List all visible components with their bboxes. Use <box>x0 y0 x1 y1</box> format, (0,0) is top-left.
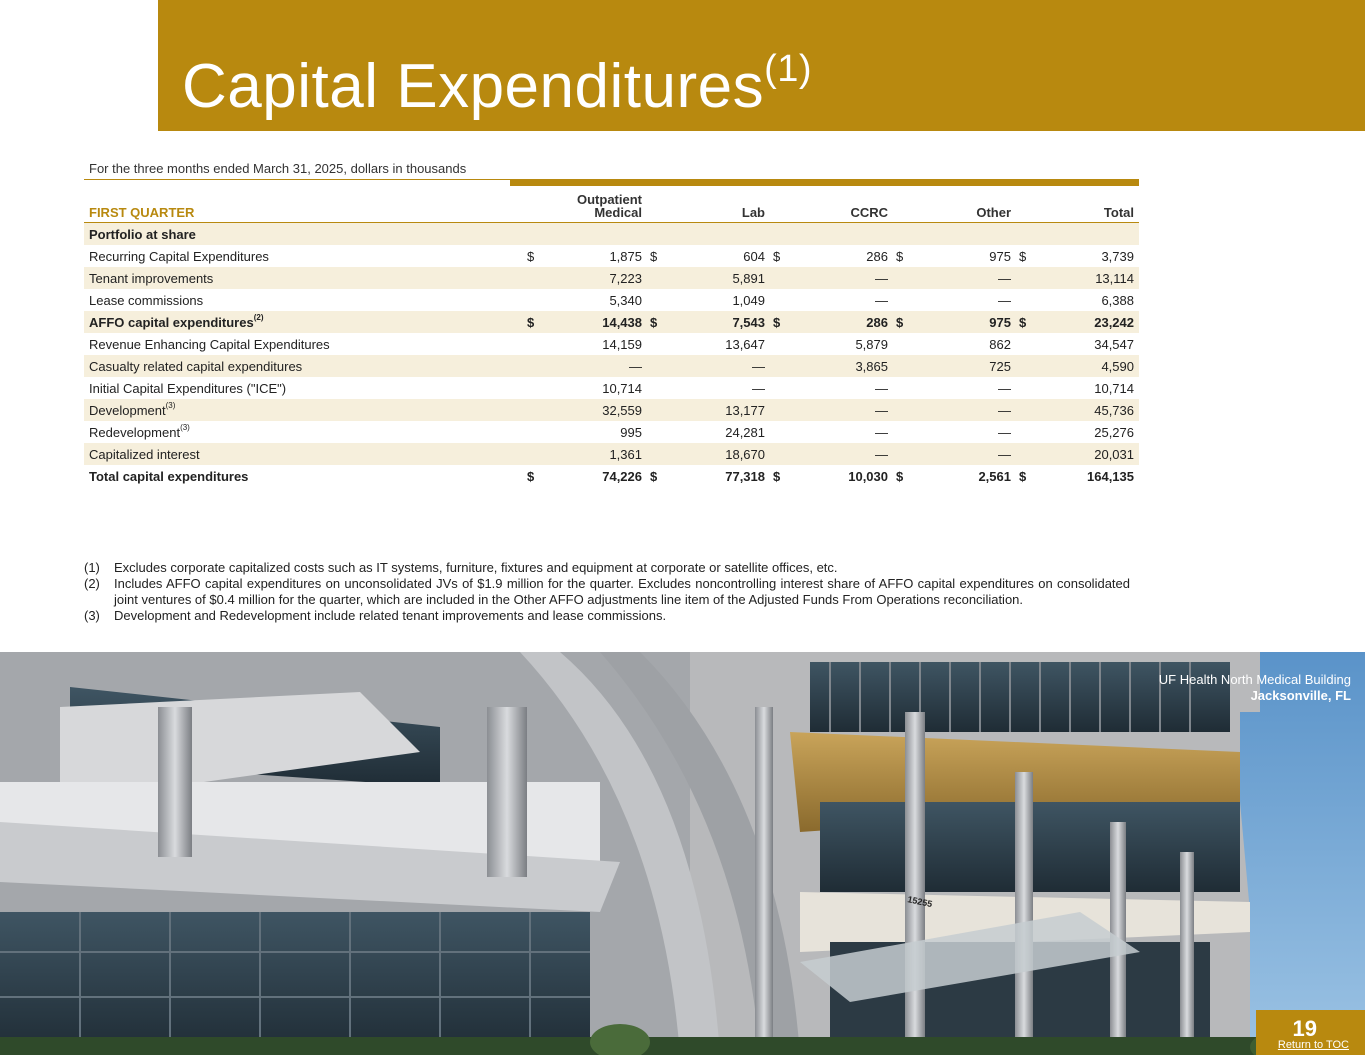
currency-symbol: $ <box>650 248 658 264</box>
currency-symbol: $ <box>896 468 904 484</box>
table-row <box>84 333 1139 355</box>
cell-value: 975 <box>989 248 1011 264</box>
row-label: Initial Capital Expenditures ("ICE") <box>89 380 287 396</box>
currency-symbol <box>893 377 915 399</box>
footnote-text: Includes AFFO capital expenditures on unconsolidated JVs of $1.9 million for the quarter. Excludes noncontrolling interest share of AFFO capital expenditures on consolidated joint ventures of $0.4 million for the quarter, which are included in the Other AFFO adjustments line item of the Adjusted Funds From Operations reconciliation. <box>114 576 1130 607</box>
currency-symbol <box>770 421 792 443</box>
currency-symbol <box>1016 443 1038 465</box>
header-lab: Lab <box>647 187 770 223</box>
currency-symbol: $ <box>1019 248 1027 264</box>
table-row <box>84 311 1139 333</box>
cell-value: 1,361 <box>546 443 647 465</box>
cell-value: — <box>915 399 1016 421</box>
table-row <box>84 443 1139 465</box>
cell-value: 604 <box>743 248 765 264</box>
cell-value: — <box>915 443 1016 465</box>
currency-symbol: $ <box>1019 468 1027 484</box>
cell-value: — <box>998 424 1011 440</box>
subtitle-underline <box>84 179 510 180</box>
currency-symbol <box>647 443 669 465</box>
table-row <box>84 465 1139 487</box>
cell-value: 7,543 <box>669 311 770 333</box>
currency-symbol: $ <box>527 468 535 484</box>
currency-symbol <box>1016 377 1038 399</box>
cell-value: — <box>752 380 765 396</box>
currency-symbol <box>524 289 546 311</box>
table-row <box>84 421 1139 443</box>
cell-value: 13,177 <box>669 399 770 421</box>
currency-symbol: $ <box>1016 311 1038 333</box>
currency-symbol <box>647 377 669 399</box>
currency-symbol <box>770 399 792 421</box>
header-ccrc: CCRC <box>770 187 893 223</box>
header-first-quarter: FIRST QUARTER <box>84 187 524 223</box>
row-label: Revenue Enhancing Capital Expenditures <box>89 336 330 352</box>
capex-table <box>84 187 1139 487</box>
cell-value: 74,226 <box>602 468 642 484</box>
cell-value: 20,031 <box>1038 443 1139 465</box>
currency-symbol <box>893 421 915 443</box>
row-label: Casualty related capital expenditures <box>84 355 524 377</box>
currency-symbol <box>770 333 792 355</box>
cell-value: 77,318 <box>725 468 765 484</box>
currency-symbol <box>770 443 792 465</box>
currency-symbol <box>647 399 669 421</box>
currency-symbol: $ <box>650 468 658 484</box>
cell-value: — <box>875 424 888 440</box>
currency-symbol <box>647 289 669 311</box>
header-other: Other <box>893 187 1016 223</box>
cell-value: 18,670 <box>669 443 770 465</box>
currency-symbol <box>647 421 669 443</box>
footnote-ref: (2) <box>253 312 264 322</box>
currency-symbol <box>524 443 546 465</box>
footnote-number: (3) <box>84 608 100 623</box>
header-outpatient-medical: Outpatient Medical <box>524 187 647 223</box>
cell-value: 25,276 <box>1094 424 1134 440</box>
footnotes <box>84 560 1130 624</box>
cell-value: — <box>915 267 1016 289</box>
cell-value: 14,438 <box>546 311 647 333</box>
cell-value: — <box>998 292 1011 308</box>
cell-value: 5,879 <box>855 336 888 352</box>
currency-symbol: $ <box>773 468 781 484</box>
currency-symbol <box>1016 267 1038 289</box>
cell-value: 1,875 <box>609 248 642 264</box>
section-label: Portfolio at share <box>84 223 1139 246</box>
currency-symbol <box>647 267 669 289</box>
page-number: 19 <box>1292 1016 1317 1041</box>
footnote-ref: (3) <box>180 422 190 432</box>
currency-symbol <box>893 289 915 311</box>
footnote-ref: (3) <box>165 400 176 410</box>
cell-value: 725 <box>915 355 1016 377</box>
cell-value: 3,865 <box>792 355 893 377</box>
cell-value: 5,891 <box>669 267 770 289</box>
cell-value: 13,114 <box>1038 267 1139 289</box>
page-number-box <box>1256 1010 1365 1055</box>
cell-value: 164,135 <box>1087 468 1134 484</box>
cell-value: 286 <box>792 311 893 333</box>
footnote <box>84 560 1130 576</box>
currency-symbol: $ <box>770 311 792 333</box>
cell-value: 14,159 <box>602 336 642 352</box>
currency-symbol <box>524 333 546 355</box>
page-title: Capital Expenditures$^{(1)}$ <box>182 48 813 121</box>
row-label: Total capital expenditures <box>89 468 249 484</box>
currency-symbol: $ <box>893 311 915 333</box>
cell-value: — <box>875 380 888 396</box>
table-row <box>84 245 1139 267</box>
currency-symbol <box>1016 421 1038 443</box>
cell-value: — <box>546 355 647 377</box>
currency-symbol <box>1016 399 1038 421</box>
title-band <box>158 0 1365 131</box>
currency-symbol <box>770 377 792 399</box>
cell-value: 5,340 <box>609 292 642 308</box>
currency-symbol <box>1016 355 1038 377</box>
cell-value: 34,547 <box>1094 336 1134 352</box>
currency-symbol: $ <box>524 311 546 333</box>
currency-symbol <box>893 267 915 289</box>
currency-symbol <box>770 355 792 377</box>
caption-building-name: UF Health North Medical Building <box>1158 672 1351 687</box>
cell-value: 3,739 <box>1101 248 1134 264</box>
section-row <box>84 223 1139 246</box>
table-row <box>84 377 1139 399</box>
table-row <box>84 355 1139 377</box>
cell-value: 23,242 <box>1038 311 1139 333</box>
currency-symbol <box>1016 289 1038 311</box>
cell-value: 862 <box>989 336 1011 352</box>
row-label: Redevelopment$^{(3)}$ <box>89 422 190 440</box>
cell-value: 2,561 <box>978 468 1011 484</box>
footnote <box>84 608 1130 624</box>
row-label: AFFO capital expenditures$^{(2)}$ <box>84 311 524 333</box>
cell-value: 1,049 <box>732 292 765 308</box>
cell-value: 45,736 <box>1038 399 1139 421</box>
currency-symbol <box>770 289 792 311</box>
cell-value: — <box>792 443 893 465</box>
table-row <box>84 289 1139 311</box>
currency-symbol <box>524 355 546 377</box>
cell-value: — <box>792 267 893 289</box>
row-label: Recurring Capital Expenditures <box>89 248 269 264</box>
footnote-number: (1) <box>84 560 100 575</box>
cell-value: — <box>998 380 1011 396</box>
title-footnote-ref: (1) <box>764 48 813 90</box>
currency-symbol <box>524 377 546 399</box>
currency-symbol: $ <box>527 248 535 264</box>
footnote-text: Excludes corporate capitalized costs such as IT systems, furniture, fixtures and equipment at corporate or satellite offices, etc. <box>114 560 838 575</box>
table-top-rule <box>510 179 1139 186</box>
cell-value: — <box>669 355 770 377</box>
row-label: Lease commissions <box>89 292 204 308</box>
cell-value: 7,223 <box>546 267 647 289</box>
photo-caption <box>1159 672 1351 704</box>
cell-value: 6,388 <box>1101 292 1134 308</box>
footnote <box>84 576 1130 608</box>
currency-symbol <box>524 399 546 421</box>
table-subtitle: For the three months ended March 31, 2025, dollars in thousands <box>89 161 467 176</box>
currency-symbol <box>893 355 915 377</box>
currency-symbol <box>1016 333 1038 355</box>
cell-value: 995 <box>620 424 642 440</box>
cell-value: 286 <box>866 248 888 264</box>
cell-value: 24,281 <box>725 424 765 440</box>
cell-value: 32,559 <box>546 399 647 421</box>
footnote-text: Development and Redevelopment include related tenant improvements and lease commissions. <box>114 608 667 623</box>
caption-location: Jacksonville, FL <box>1250 688 1351 703</box>
cell-value: 4,590 <box>1038 355 1139 377</box>
table-header-row <box>84 187 1139 223</box>
currency-symbol <box>647 333 669 355</box>
table-row <box>84 267 1139 289</box>
currency-symbol <box>770 267 792 289</box>
cell-value: 10,714 <box>602 380 642 396</box>
currency-symbol <box>524 267 546 289</box>
cell-value: 10,030 <box>848 468 888 484</box>
row-label: Tenant improvements <box>84 267 524 289</box>
currency-symbol <box>893 399 915 421</box>
header-total: Total <box>1016 187 1139 223</box>
cell-value: 10,714 <box>1094 380 1134 396</box>
currency-symbol: $ <box>773 248 781 264</box>
currency-symbol <box>524 421 546 443</box>
building-number: 15255 <box>906 894 934 910</box>
currency-symbol <box>893 443 915 465</box>
footnote-number: (2) <box>84 576 100 591</box>
cell-value: — <box>875 292 888 308</box>
currency-symbol: $ <box>647 311 669 333</box>
currency-symbol <box>893 333 915 355</box>
row-label: Capitalized interest <box>84 443 524 465</box>
row-label: Development$^{(3)}$ <box>84 399 524 421</box>
return-to-toc-link[interactable]: Return to TOC <box>1277 1039 1349 1051</box>
currency-symbol <box>647 355 669 377</box>
currency-symbol: $ <box>896 248 904 264</box>
cell-value: 13,647 <box>725 336 765 352</box>
cell-value: — <box>792 399 893 421</box>
cell-value: 975 <box>915 311 1016 333</box>
table-row <box>84 399 1139 421</box>
building-photo <box>0 652 1365 1055</box>
